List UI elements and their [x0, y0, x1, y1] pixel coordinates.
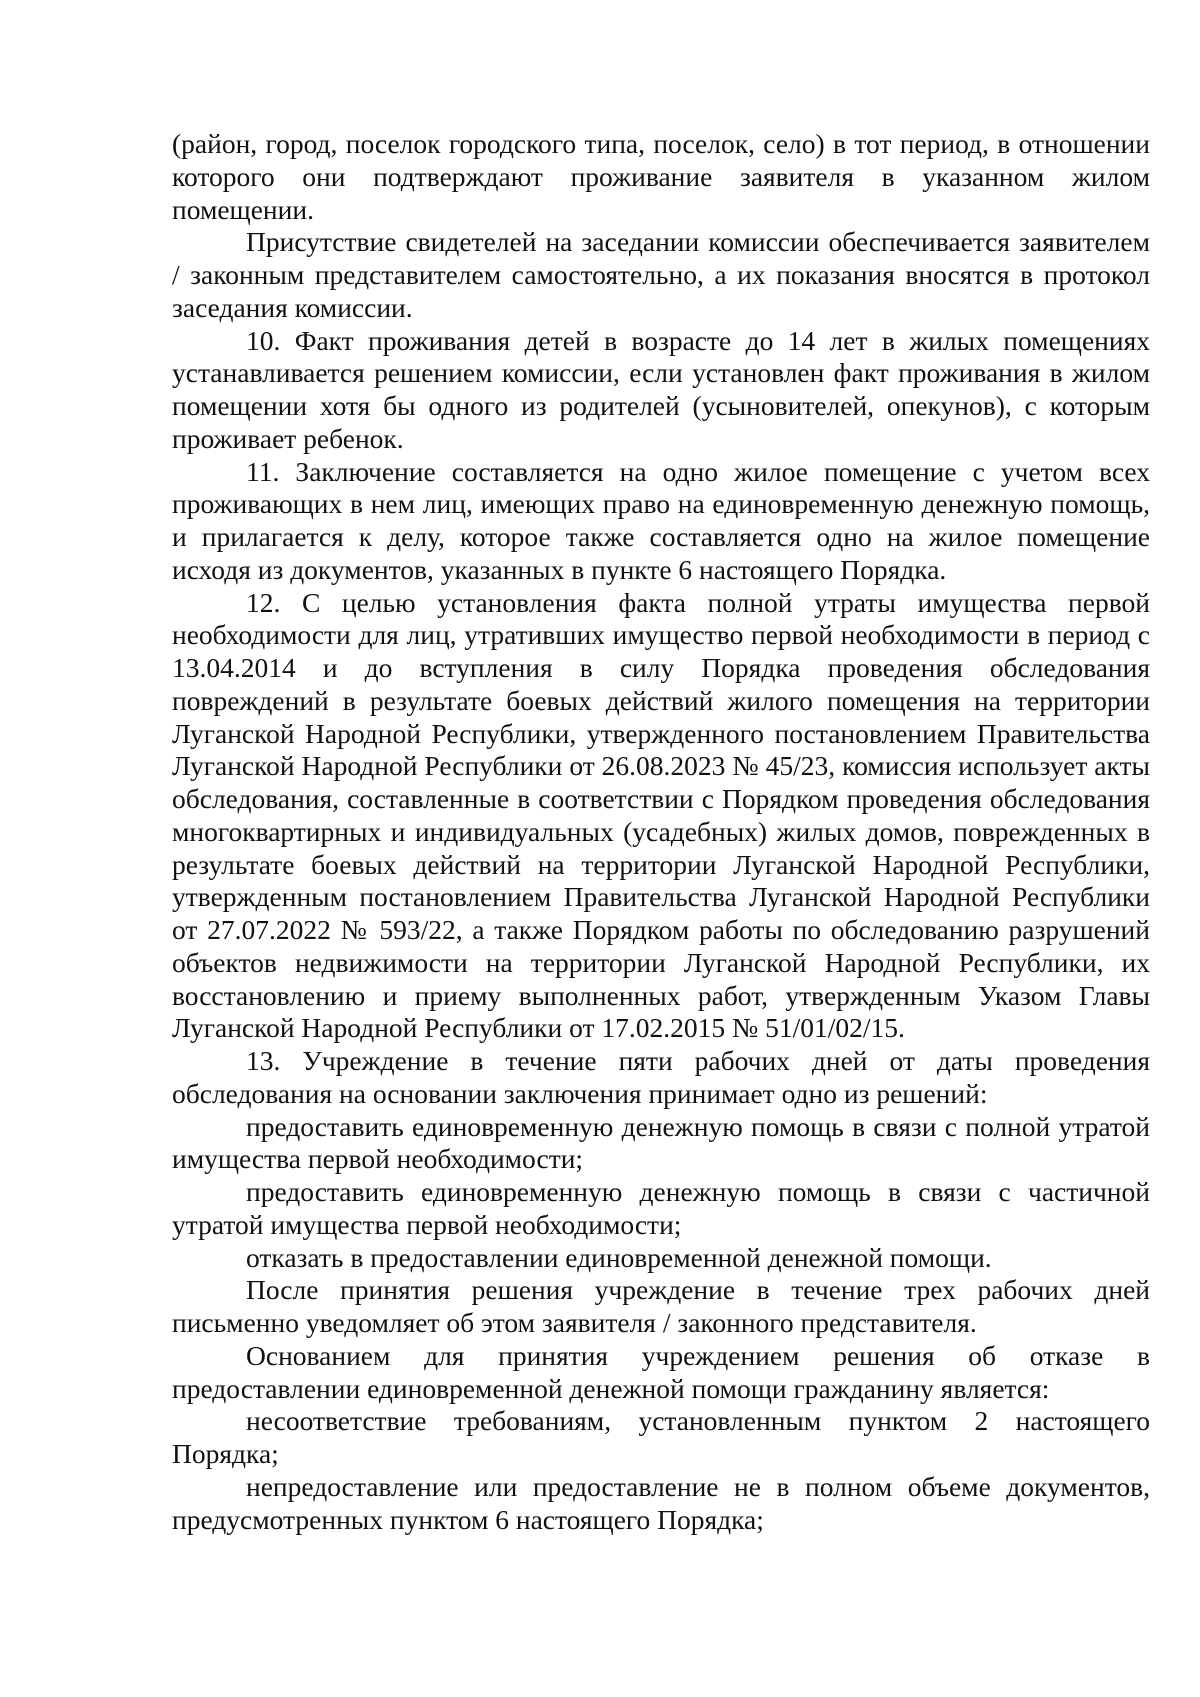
- paragraph-item-13: 13. Учреждение в течение пяти рабочих дней от даты проведения обследования на основании заключения принимает одно из решений:: [172, 1045, 1150, 1109]
- paragraph-notification: После принятия решения учреждение в течение трех рабочих дней письменно уведомляет об этом заявителя / законного представителя.: [172, 1274, 1150, 1338]
- paragraph-ground-documents: непредоставление или предоставление не в полном объеме документов, предусмотренных пунктом 6 настоящего Порядка;: [172, 1470, 1150, 1535]
- paragraph-decision-refuse: отказать в предоставлении единовременной денежной помощи.: [246, 1241, 992, 1273]
- document-page: [172, 128, 1150, 1536]
- paragraph-decision-partial-loss: предоставить единовременную денежную помощь в связи с частичной утратой имущества первой необходимости;: [172, 1176, 1150, 1240]
- paragraph-ground-requirements: несоответствие требованиям, установленным пунктом 2 настоящего Порядка;: [172, 1405, 1150, 1469]
- paragraph-witness-presence: Присутствие свидетелей на заседании комиссии обеспечивается заявителем / законным представителем самостоятельно, а их показания вносятся в протокол заседания комиссии.: [172, 226, 1150, 323]
- paragraph-item-10: 10. Факт проживания детей в возрасте до 14 лет в жилых помещениях устанавливается решением комиссии, если установлен факт проживания в жилом помещении хотя бы одного из родителей (усыновителей, опекунов), с которым проживает ребенок.: [172, 324, 1150, 454]
- paragraph-refusal-grounds: Основанием для принятия учреждением решения об отказе в предоставлении единовременной денежной помощи гражданину является:: [172, 1339, 1150, 1404]
- paragraph-item-12: 12. С целью установления факта полной утраты имущества первой необходимости для лиц, утративших имущество первой необходимости в период с 13.04.2014 и до вступления в силу Порядка проведения обследования повреждений в результате боевых действий жилого помещения на территории Луганской Народной Республики, утвержденного постановлением Правительства Луганской Народной Республики от 26.08.2023 № 45/23, комиссия использует акты обследования, составленные в соответствии с Порядком проведения обследования многоквартирных и индивидуальных (усадебных) жилых домов, поврежденных в результате боевых действий на территории Луганской Народной Республики, утвержденным постановлением Правительства Луганской Народной Республики от 27.07.2022 № 593/22, а также Порядком работы по обследованию разрушений объектов недвижимости на территории Луганской Народной Республики, их восстановлению и приему выполненных работ, утвержденным Указом Главы Луганской Народной Республики от 17.02.2015 № 51/01/02/15.: [172, 586, 1150, 1044]
- paragraph-item-11: 11. Заключение составляется на одно жилое помещение с учетом всех проживающих в нем лиц, имеющих право на единовременную денежную помощь, и прилагается к делу, которое также составляется одно на жилое помещение исходя из документов, указанных в пункте 6 настоящего Порядка.: [172, 455, 1150, 585]
- paragraph-witness-locality: (район, город, поселок городского типа, поселок, село) в тот период, в отношении которого они подтверждают проживание заявителя в указанном жилом помещении.: [172, 128, 1150, 225]
- paragraph-decision-full-loss: предоставить единовременную денежную помощь в связи с полной утратой имущества первой необходимости;: [172, 1110, 1150, 1175]
